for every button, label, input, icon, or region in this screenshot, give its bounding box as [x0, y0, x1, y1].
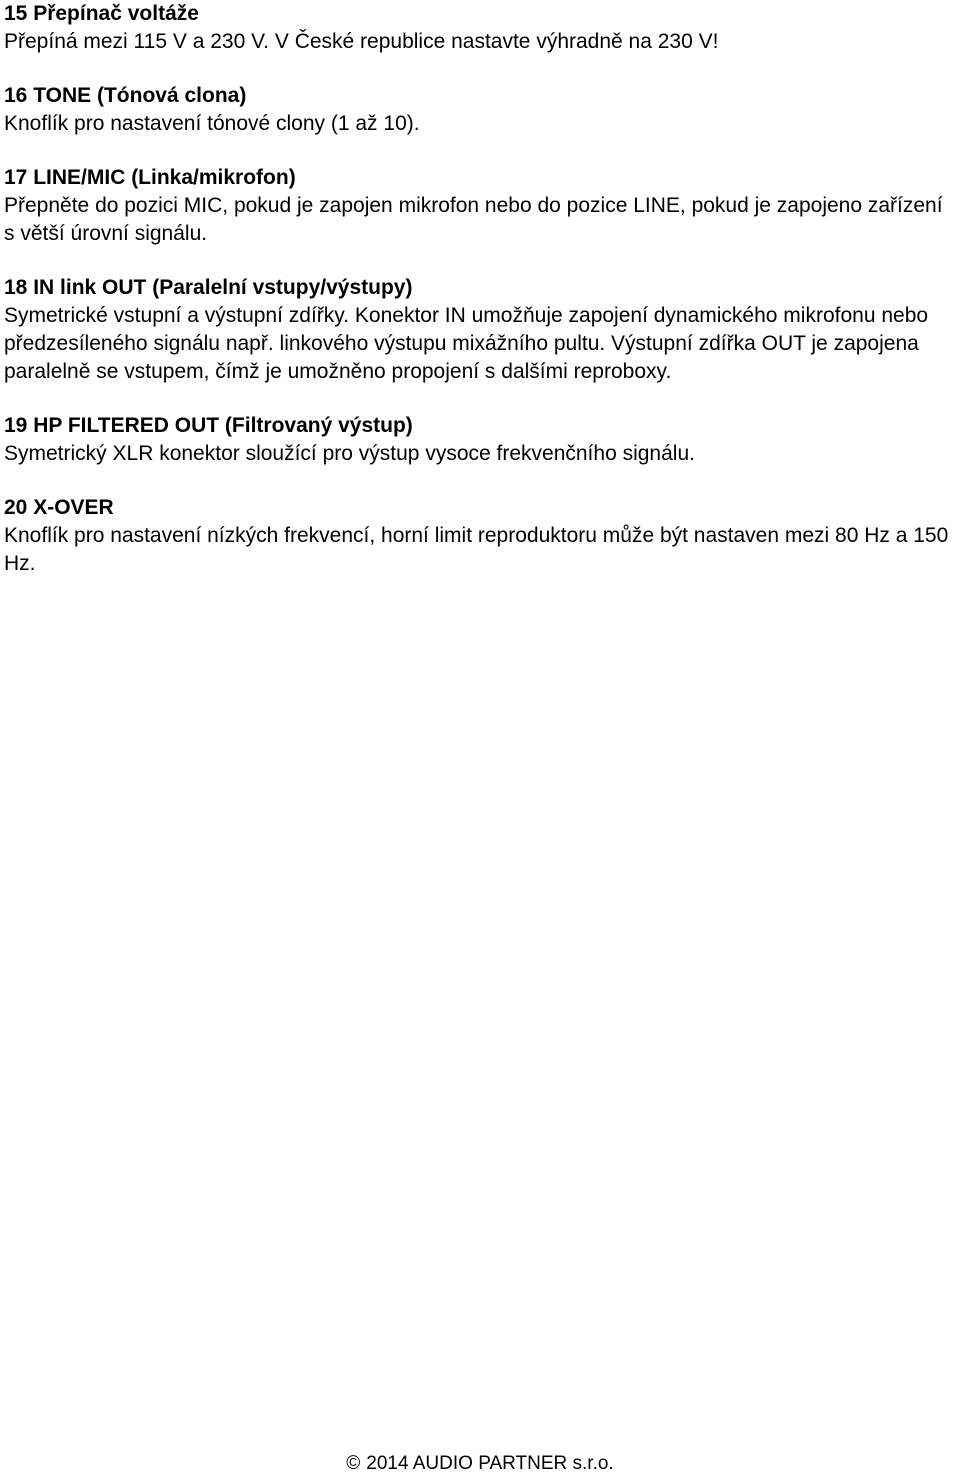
section-heading: 16 TONE (Tónová clona): [4, 84, 247, 107]
section-tone: [4, 82, 954, 138]
document-page: [4, 0, 954, 604]
section-heading: 17 LINE/MIC (Linka/mikrofon): [4, 166, 296, 189]
section-heading: 18 IN link OUT (Paralelní vstupy/výstupy): [4, 276, 413, 299]
section-text: Knoflík pro nastavení tónové clony (1 až 10).: [4, 112, 420, 135]
section-heading: 15 Přepínač voltáže: [4, 2, 199, 25]
section-text: Knoflík pro nastavení nízkých frekvencí, horní limit reproduktoru může být nastaven mezi 80 Hz a 150 Hz.: [4, 524, 949, 575]
section-text: Symetrické vstupní a výstupní zdířky. Konektor IN umožňuje zapojení dynamického mikrofonu nebo předzesíleného signálu např. linkového výstupu mixážního pultu. Výstupní zdířka OUT je zapojena paralelně se vstupem, čímž je umožněno propojení s dalšími reproboxy.: [4, 304, 929, 383]
section-text: Přepněte do pozici MIC, pokud je zapojen mikrofon nebo do pozice LINE, pokud je zapojeno zařízení s větší úrovní signálu.: [4, 194, 943, 245]
copyright-text: 2014 AUDIO PARTNER s.r.o.: [366, 1453, 614, 1474]
section-hp-filtered-out: [4, 412, 954, 468]
page-footer: [0, 1452, 960, 1476]
section-in-link-out: [4, 274, 954, 386]
section-x-over: [4, 494, 954, 578]
section-text: Přepíná mezi 115 V a 230 V. V České republice nastavte výhradně na 230 V!: [4, 30, 719, 53]
copyright-icon: ©: [346, 1453, 361, 1474]
section-heading: 20 X-OVER: [4, 496, 114, 519]
section-text: Symetrický XLR konektor sloužící pro výstup vysoce frekvenčního signálu.: [4, 442, 695, 465]
section-voltage-switch: [4, 0, 954, 56]
section-line-mic: [4, 164, 954, 248]
section-heading: 19 HP FILTERED OUT (Filtrovaný výstup): [4, 414, 413, 437]
